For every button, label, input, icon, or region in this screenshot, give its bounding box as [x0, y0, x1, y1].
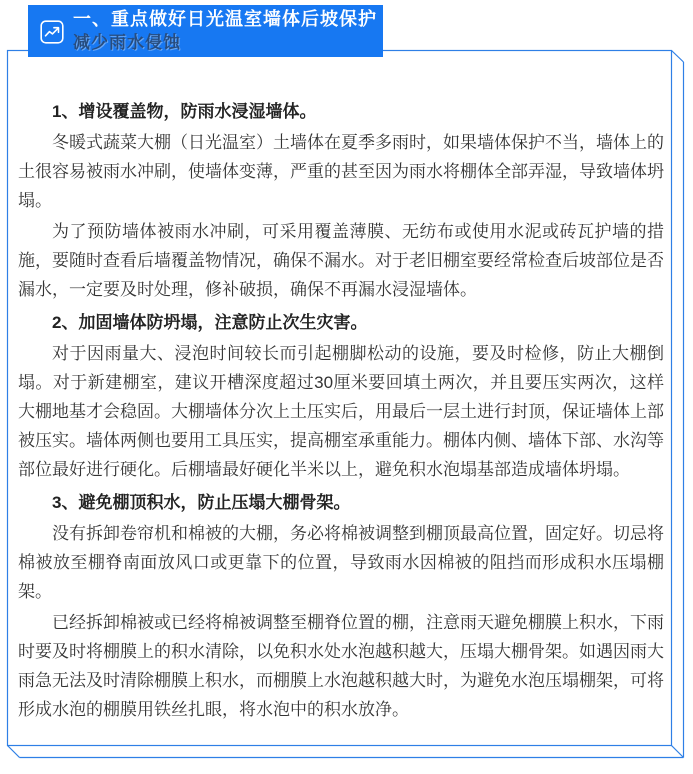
section-header-title: [73, 8, 377, 54]
frame-diagonal-top-right: [672, 51, 684, 63]
paragraph: 对于因雨量大、浸泡时间较长而引起棚脚松动的设施，要及时检修，防止大棚倒塌。对于新建棚室，建议开槽深度超过30厘米要回填土两次，并且要压实两次，这样大棚地基才会稳固。大棚墙体分次上土压实后，用最后一层土进行封顶，保证墙体上部被压实。墙体两侧也要用工具压实，提高棚室承重能力。棚体内侧、墙体下部、水沟等部位最好进行硬化。后棚墙最好硬化半米以上，避免积水泡塌基部造成墙体坍塌。: [18, 344, 664, 479]
article-body: [8, 51, 671, 745]
subheading: 2、加固墙体防坍塌，注意防止次生灾害。: [52, 313, 368, 332]
section-header-badge: [28, 5, 383, 57]
section-title-line2: 减少雨水侵蚀: [73, 33, 181, 52]
subheading: 3、避免棚顶积水，防止压塌大棚骨架。: [52, 493, 351, 512]
paragraph: 冬暖式蔬菜大棚（日光温室）土墙体在夏季多雨时，如果墙体保护不当，墙体上的土很容易被雨水冲刷，使墙体变薄，严重的甚至因为雨水将棚体全部弄湿，导致墙体坍塌。: [18, 133, 664, 210]
paragraph: 没有拆卸卷帘机和棉被的大棚，务必将棉被调整到棚顶最高位置，固定好。切忌将棉被放至棚脊南面放风口或更靠下的位置，导致雨水因棉被的阻挡而形成积水压塌棚架。: [18, 524, 664, 601]
trend-up-icon: [40, 20, 64, 44]
paragraph: 已经拆卸棉被或已经将棉被调整至棚脊位置的棚，注意雨天避免棚膜上积水，下雨时要及时将棚膜上的积水清除，以免积水处水泡越积越大，压塌大棚骨架。如遇因雨大雨急无法及时清除棚膜上积水，而棚膜上水泡越积越大时，为避免水泡压塌棚架，可将形成水泡的棚膜用铁丝扎眼，将水泡中的积水放净。: [18, 613, 664, 719]
frame-diagonal-bottom-right: [672, 746, 684, 758]
subheading: 1、增设覆盖物，防雨水浸湿墙体。: [52, 102, 317, 121]
section-title-line1: 一、重点做好日光温室墙体后坡保护: [73, 9, 377, 29]
paragraph: 为了预防墙体被雨水冲刷，可采用覆盖薄膜、无纺布或使用水泥或砖瓦护墙的措施，要随时查看后墙覆盖物情况，确保不漏水。对于老旧棚室要经常检查后坡部位是否漏水，一定要及时处理，修补破损，确保不再漏水浸湿墙体。: [18, 222, 664, 299]
frame-diagonal-bottom-left: [8, 746, 20, 758]
